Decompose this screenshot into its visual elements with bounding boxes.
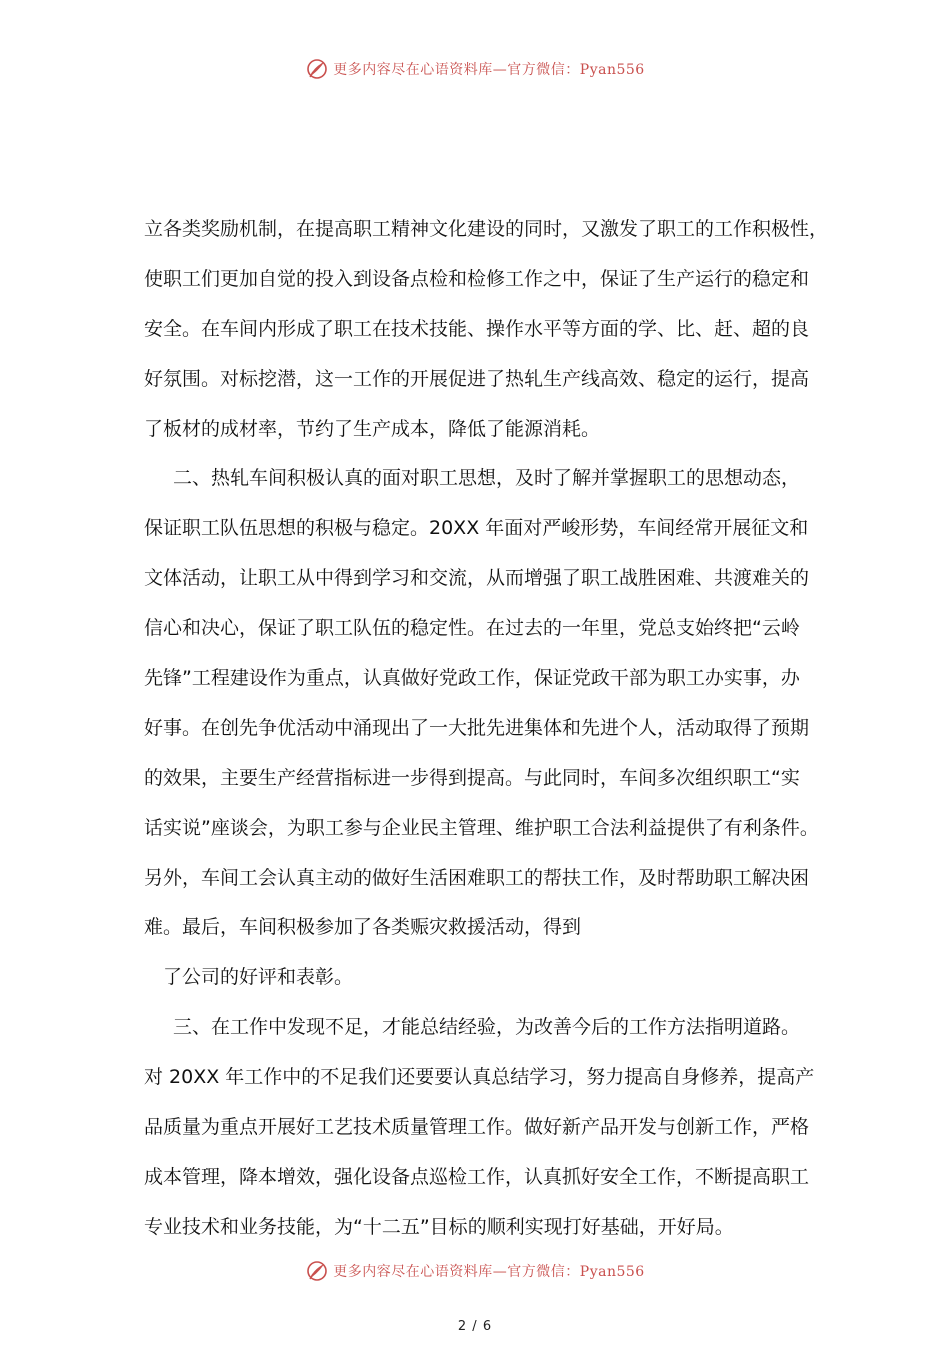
text-line: 了公司的好评和表彰。	[163, 966, 354, 989]
watermark-text: 更多内容尽在心语资料库—官方微信：Pyan556	[333, 1264, 645, 1280]
page-number: 2 / 6	[457, 1319, 493, 1334]
text-line: 好事。在创先争优活动中涌现出了一大批先进集体和先进个人，活动取得了预期	[144, 716, 810, 739]
footer-watermark	[0, 1256, 950, 1286]
text-line: 先锋”工程建设作为重点，认真做好党政工作，保证党政干部为职工办实事，办	[144, 667, 800, 690]
text-line: 好氛围。对标挖潜，这一工作的开展促进了热轧生产线高效、稳定的运行，提高	[144, 367, 810, 390]
text-line: 话实说”座谈会，为职工参与企业民主管理、维护职工合法利益提供了有利条件。	[144, 816, 819, 839]
section-heading-line: 三、在工作中发现不足，才能总结经验，为改善今后的工作方法指明道路。	[173, 1016, 801, 1039]
text-line: 安全。在车间内形成了职工在技术技能、操作水平等方面的学、比、赶、超的良	[144, 317, 810, 340]
text-line: 品质量为重点开展好工艺技术质量管理工作。做好新产品开发与创新工作，严格	[144, 1116, 810, 1139]
text-line: 难。最后，车间积极参加了各类赈灾救援活动，得到	[144, 916, 582, 939]
text-line: 对 20XX 年工作中的不足我们还要要认真总结学习，努力提高自身修养，提高产	[144, 1066, 815, 1089]
text-line: 使职工们更加自觉的投入到设备点检和检修工作之中，保证了生产运行的稳定和	[144, 267, 810, 290]
document-body	[144, 205, 829, 1253]
text-line: 成本管理，降本增效，强化设备点巡检工作，认真抓好安全工作，不断提高职工	[144, 1165, 810, 1188]
watermark-text: 更多内容尽在心语资料库—官方微信：Pyan556	[333, 62, 645, 78]
header-watermark	[0, 54, 950, 84]
text-line: 另外，车间工会认真主动的做好生活困难职工的帮扶工作，及时帮助职工解决困	[144, 866, 810, 889]
text-line: 了板材的成材率，节约了生产成本，降低了能源消耗。	[144, 417, 601, 440]
feather-pen-logo-icon	[305, 57, 329, 81]
section-heading-line: 二、热轧车间积极认真的面对职工思想，及时了解并掌握职工的思想动态，	[173, 467, 801, 490]
text-line: 保证职工队伍思想的积极与稳定。20XX 年面对严峻形势，车间经常开展征文和	[144, 517, 809, 540]
text-line: 的效果，主要生产经营指标进一步得到提高。与此同时，车间多次组织职工“实	[144, 766, 800, 789]
feather-pen-logo-icon	[305, 1259, 329, 1283]
text-line: 立各类奖励机制，在提高职工精神文化建设的同时，又激发了职工的工作积极性，	[144, 218, 829, 240]
text-line: 文体活动，让职工从中得到学习和交流，从而增强了职工战胜困难、共渡难关的	[144, 567, 810, 590]
text-line: 信心和决心，保证了职工队伍的稳定性。在过去的一年里，党总支始终把“云岭	[144, 617, 800, 640]
text-line: 专业技术和业务技能，为“十二五”目标的顺利实现打好基础，开好局。	[144, 1215, 734, 1238]
